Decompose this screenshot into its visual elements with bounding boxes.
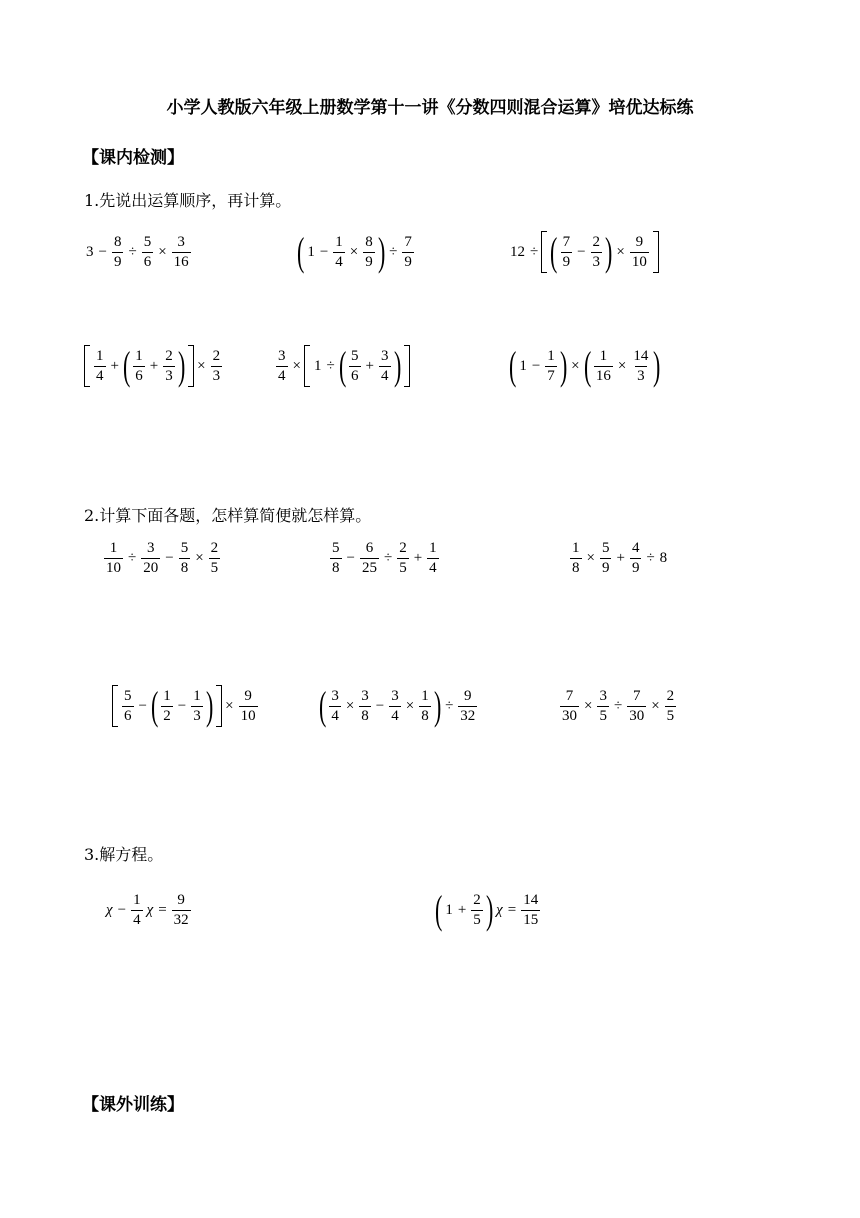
fraction: $\frac{1}{7}$ xyxy=(547,347,555,384)
fraction: $\frac{9}{10}$ xyxy=(240,687,256,724)
fraction: $\frac{5}{6}$ xyxy=(351,347,359,384)
expr-q1-b: ( 1 − $\frac{1}{4}$ × $\frac{8}{9}$ ) ÷ $\frac{7}{9}$ xyxy=(296,229,412,274)
equation-q3-b: ( 1 + $\frac{2}{5}$ ) χ = $\frac{14}{15}$ xyxy=(434,887,539,932)
fraction: $\frac{5}{6}$ xyxy=(143,233,152,270)
fraction: $\frac{2}{5}$ xyxy=(399,539,407,576)
fraction: $\frac{3}{4}$ xyxy=(278,347,286,384)
fraction: $\frac{2}{3}$ xyxy=(165,347,173,384)
fraction: $\frac{1}{3}$ xyxy=(193,687,201,724)
fraction: $\frac{3}{4}$ xyxy=(381,347,389,384)
expr-q2-b: $\frac{5}{8}$ − $\frac{6}{25}$ ÷ $\frac{2}{5}$ + $\frac{1}{4}$ xyxy=(332,539,437,576)
fraction: $\frac{1}{4}$ xyxy=(133,891,141,928)
fraction: $\frac{1}{4}$ xyxy=(96,347,104,384)
fraction: $\frac{14}{3}$ xyxy=(633,347,649,384)
fraction: $\frac{2}{5}$ xyxy=(210,539,219,576)
expr-q2-a: $\frac{1}{10}$ ÷ $\frac{3}{20}$ − $\frac{5}{8}$ × $\frac{2}{5}$ xyxy=(106,539,219,576)
fraction: $\frac{3}{16}$ xyxy=(173,233,189,270)
fraction: $\frac{7}{30}$ xyxy=(629,687,645,724)
expr-q1-c: 12 ÷ ( $\frac{7}{9}$ − $\frac{2}{3}$ ) × $\frac{9}{10}$ xyxy=(508,224,659,280)
fraction: $\frac{1}{16}$ xyxy=(595,347,611,384)
fraction: $\frac{1}{6}$ xyxy=(135,347,143,384)
fraction: $\frac{1}{2}$ xyxy=(163,687,171,724)
expr-q1-f: ( 1 − $\frac{1}{7}$ ) × ( $\frac{1}{16}$ × $\frac{14}{3}$ ) xyxy=(508,343,661,388)
fraction: $\frac{3}{4}$ xyxy=(331,687,339,724)
fraction: $\frac{7}{9}$ xyxy=(562,233,571,270)
fraction: $\frac{5}{6}$ xyxy=(124,687,132,724)
expr-q2-e: ( $\frac{3}{4}$ × $\frac{3}{8}$ − $\frac{3}{4}$ × $\frac{1}{8}$ ) ÷ $\frac{9}{32}$ xyxy=(318,683,476,728)
fraction: $\frac{3}{20}$ xyxy=(143,539,159,576)
fraction: $\frac{1}{4}$ xyxy=(335,233,343,270)
fraction: $\frac{1}{10}$ xyxy=(106,539,121,576)
fraction: $\frac{14}{15}$ xyxy=(523,891,539,928)
fraction: $\frac{3}{8}$ xyxy=(361,687,369,724)
fraction: $\frac{2}{3}$ xyxy=(212,347,221,384)
expr-q1-e: $\frac{3}{4}$ × 1 ÷ ( $\frac{5}{6}$ + $\frac{3}{4}$ ) xyxy=(274,338,410,394)
fraction: $\frac{4}{9}$ xyxy=(631,539,640,576)
fraction: $\frac{5}{8}$ xyxy=(332,539,340,576)
fraction: $\frac{8}{9}$ xyxy=(365,233,373,270)
fraction: $\frac{5}{9}$ xyxy=(601,539,610,576)
section-in-class: 【课内检测】 xyxy=(82,148,184,168)
fraction: $\frac{6}{25}$ xyxy=(361,539,377,576)
fraction: $\frac{9}{10}$ xyxy=(631,233,647,270)
expr-q1-d: $\frac{1}{4}$ + ( $\frac{1}{6}$ + $\frac{2}{3}$ ) × $\frac{2}{3}$ xyxy=(84,338,224,394)
fraction: $\frac{7}{9}$ xyxy=(404,233,412,270)
fraction: $\frac{1}{4}$ xyxy=(429,539,437,576)
question-3-instruction: 3.解方程。 xyxy=(84,845,164,864)
fraction: $\frac{5}{8}$ xyxy=(180,539,189,576)
fraction: $\frac{3}{5}$ xyxy=(599,687,607,724)
expr-q2-f: $\frac{7}{30}$ × $\frac{3}{5}$ ÷ $\frac{7}{30}$ × $\frac{2}{5}$ xyxy=(562,687,675,724)
fraction: $\frac{9}{32}$ xyxy=(460,687,476,724)
expr-q2-d: $\frac{5}{6}$ − ( $\frac{1}{2}$ − $\frac{1}{3}$ ) × $\frac{9}{10}$ xyxy=(112,678,260,734)
fraction: $\frac{9}{32}$ xyxy=(173,891,189,928)
page-title: 小学人教版六年级上册数学第十一讲《分数四则混合运算》培优达标练 xyxy=(166,98,694,118)
expr-q2-c: $\frac{1}{8}$ × $\frac{5}{9}$ + $\frac{4}{9}$ ÷ 8 xyxy=(572,539,668,576)
question-1-instruction: 1.先说出运算顺序，再计算。 xyxy=(84,191,292,210)
expr-q1-a: 3 − $\frac{8}{9}$ ÷ $\frac{5}{6}$ × $\frac{3}{16}$ xyxy=(86,233,189,270)
fraction: $\frac{3}{4}$ xyxy=(391,687,399,724)
fraction: $\frac{1}{8}$ xyxy=(572,539,580,576)
fraction: $\frac{1}{8}$ xyxy=(421,687,429,724)
section-extra: 【课外训练】 xyxy=(82,1095,184,1115)
equation-q3-a: χ − $\frac{1}{4}$ χ = $\frac{9}{32}$ xyxy=(106,891,189,928)
fraction: $\frac{2}{5}$ xyxy=(473,891,481,928)
question-2-instruction: 2.计算下面各题，怎样算简便就怎样算。 xyxy=(84,506,372,525)
fraction: $\frac{2}{5}$ xyxy=(666,687,675,724)
fraction: $\frac{2}{3}$ xyxy=(592,233,601,270)
fraction: $\frac{8}{9}$ xyxy=(113,233,122,270)
fraction: $\frac{7}{30}$ xyxy=(562,687,577,724)
